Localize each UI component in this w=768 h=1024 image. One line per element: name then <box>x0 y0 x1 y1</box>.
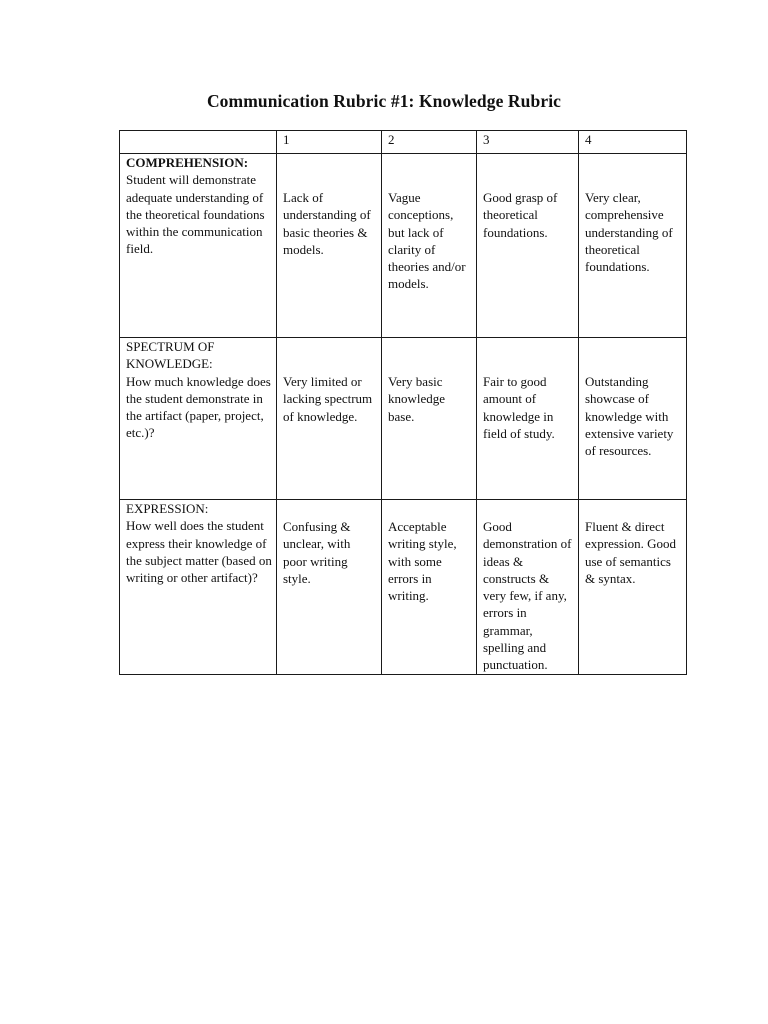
level-description: Fair to good amount of knowledge in field of study. <box>483 374 555 441</box>
level-cell <box>477 500 579 675</box>
level-description: Acceptable writing style, with some errors in writing. <box>388 519 457 604</box>
criterion-description: How well does the student express their knowledge of the subject matter (based on writing or other artifact)? <box>126 518 272 586</box>
level-cell <box>382 154 477 338</box>
header-cell-level-4: 4 <box>579 131 687 154</box>
rubric-table <box>119 130 687 675</box>
level-description: Good demonstration of ideas & constructs & very few, if any, errors in grammar, spelling and punctuation. <box>483 519 572 673</box>
level-description: Very limited or lacking spectrum of knowledge. <box>283 374 373 424</box>
level-cell <box>277 338 382 500</box>
level-cell <box>477 338 579 500</box>
table-header-row <box>120 131 687 154</box>
criterion-cell-comprehension <box>120 154 277 338</box>
criterion-description: Student will demonstrate adequate understanding of the theoretical foundations within the communication field. <box>126 172 265 257</box>
header-cell-level-2: 2 <box>382 131 477 154</box>
level-description: Lack of understanding of basic theories & models. <box>283 190 371 257</box>
header-cell-criterion <box>120 131 277 154</box>
table-row <box>120 500 687 675</box>
level-description: Very basic knowledge base. <box>388 374 446 424</box>
table-row <box>120 154 687 338</box>
level-cell <box>382 338 477 500</box>
level-cell <box>579 154 687 338</box>
level-cell <box>477 154 579 338</box>
level-cell <box>277 500 382 675</box>
criterion-title: SPECTRUM OF KNOWLEDGE: <box>126 339 215 372</box>
criterion-cell-expression <box>120 500 277 675</box>
table-row <box>120 338 687 500</box>
level-description: Fluent & direct expression. Good use of semantics & syntax. <box>585 519 676 586</box>
level-description: Outstanding showcase of knowledge with extensive variety of resources. <box>585 374 674 459</box>
level-cell <box>579 500 687 675</box>
page-title: Communication Rubric #1: Knowledge Rubric <box>206 91 562 111</box>
level-description: Very clear, comprehensive understanding of theoretical foundations. <box>585 190 673 275</box>
level-cell <box>382 500 477 675</box>
criterion-title: EXPRESSION: <box>126 501 209 516</box>
level-description: Confusing & unclear, with poor writing style. <box>283 519 351 586</box>
criterion-title: COMPREHENSION: <box>126 155 249 170</box>
level-cell <box>579 338 687 500</box>
level-cell <box>277 154 382 338</box>
header-cell-level-1: 1 <box>277 131 382 154</box>
header-cell-level-3: 3 <box>477 131 579 154</box>
level-description: Good grasp of theoretical foundations. <box>483 190 558 240</box>
level-description: Vague conceptions, but lack of clarity of theories and/or models. <box>388 190 466 292</box>
criterion-description: How much knowledge does the student demonstrate in the artifact (paper, project, etc.)? <box>126 373 271 441</box>
criterion-cell-spectrum-of-knowledge <box>120 338 277 500</box>
